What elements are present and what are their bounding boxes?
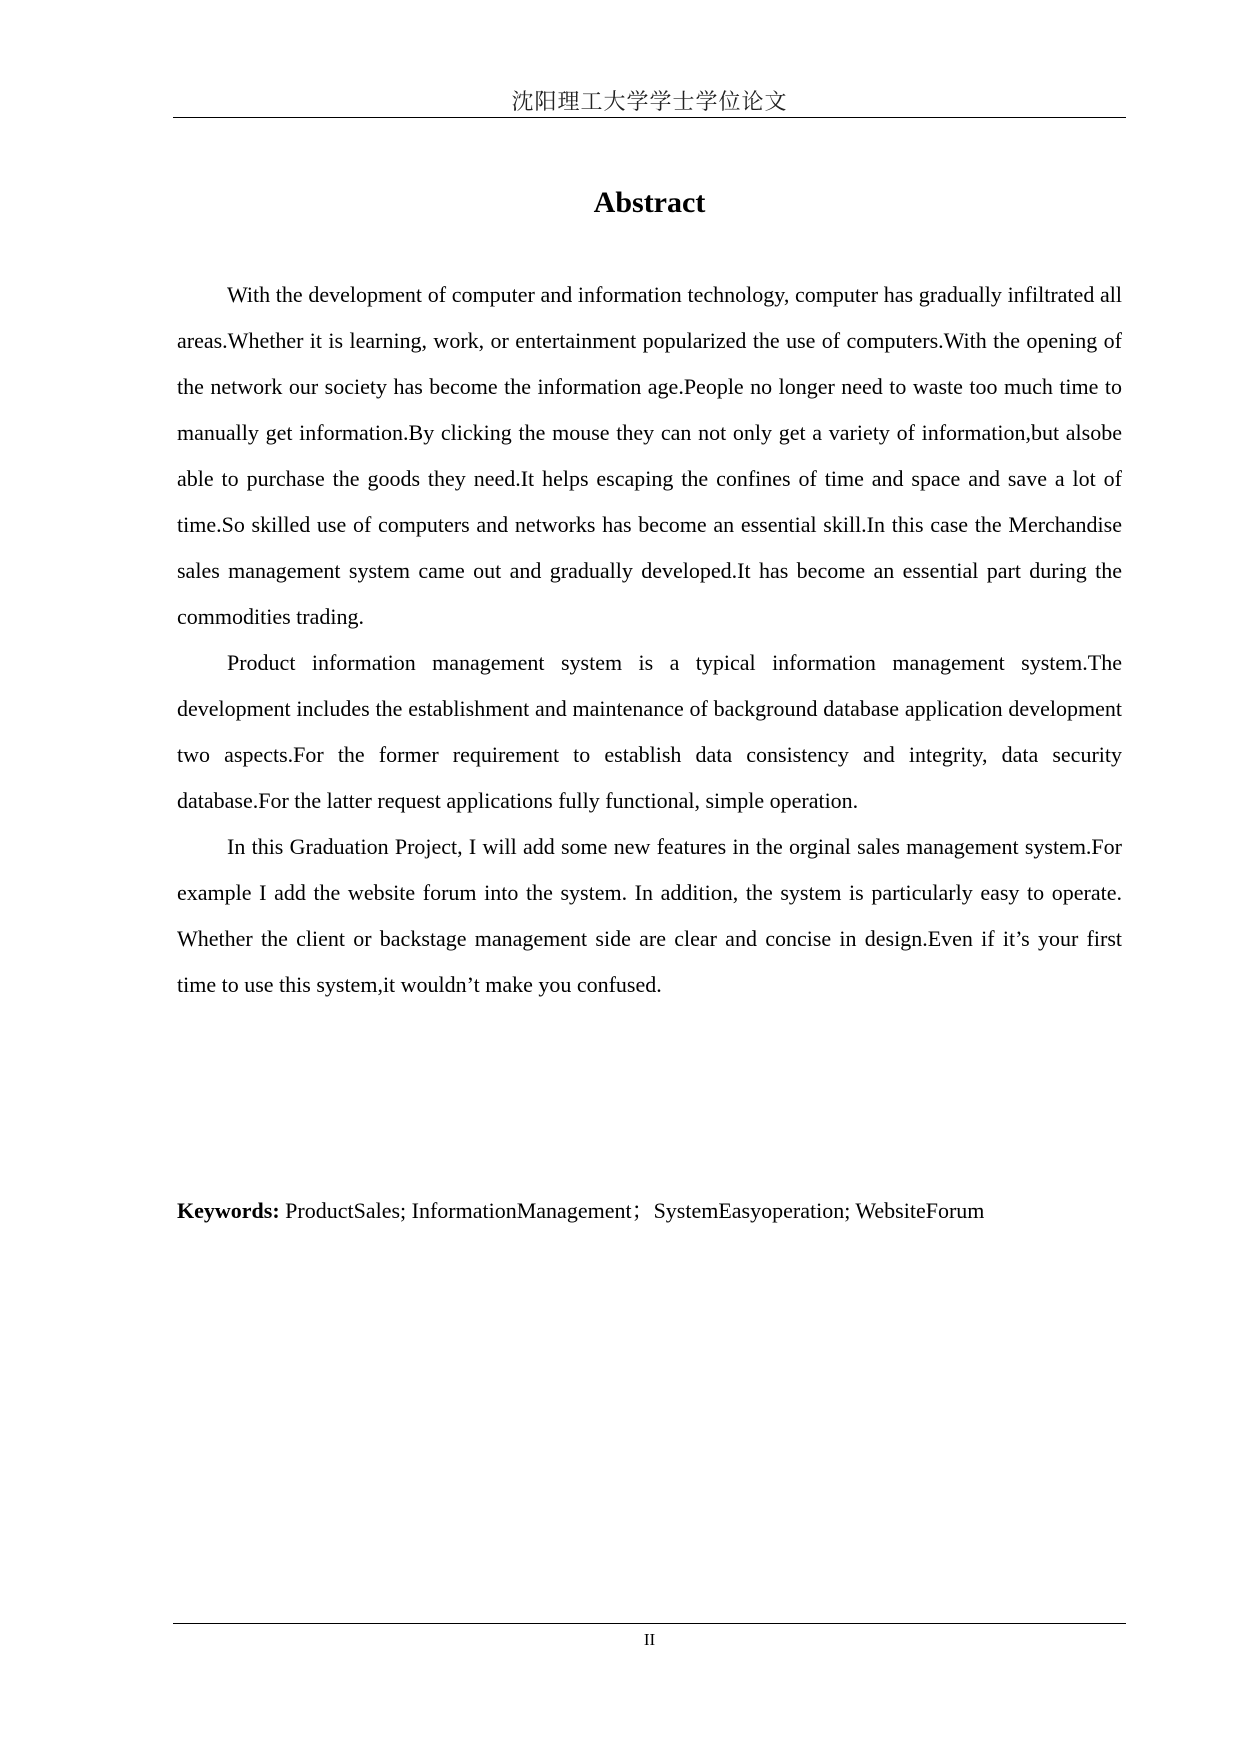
abstract-body — [177, 272, 1122, 1008]
header-divider — [173, 117, 1126, 118]
footer-divider — [173, 1623, 1126, 1624]
page-number: II — [643, 1630, 656, 1649]
abstract-paragraph-2: Product information management system is a typical information management system.The development includes the establishment and maintenance of background database application development two aspects.For the former requirement to establish data consistency and integrity, data security database.For the latter request applications fully functional, simple operation. — [177, 650, 1122, 813]
abstract-paragraph-3: In this Graduation Project, I will add some new features in the orginal sales management system.For example I add the website forum into the system. In addition, the system is particularly easy to operate. Whether the client or backstage management side are clear and concise in design.Even if it’s your first time to use this system,it wouldn’t make you confused. — [177, 834, 1122, 997]
keywords-label: Keywords: — [177, 1198, 280, 1223]
abstract-paragraph-1: With the development of computer and information technology, computer has gradually infiltrated all areas.Whether it is learning, work, or entertainment popularized the use of computers.With the opening of the network our society has become the information age.People no longer need to waste too much time to manually get information.By clicking the mouse they can not only get a variety of information,but alsobe able to purchase the goods they need.It helps escaping the confines of time and space and save a lot of time.So skilled use of computers and networks has become an essential skill.In this case the Merchandise sales management system came out and gradually developed.It has become an essential part during the commodities trading. — [177, 282, 1122, 629]
keywords-text: ProductSales; InformationManagement；SystemEasyoperation; WebsiteForum — [279, 1198, 985, 1223]
running-header: 沈阳理工大学学士学位论文 — [511, 89, 788, 114]
page-title: Abstract — [593, 186, 706, 219]
keywords-line — [177, 1194, 1122, 1228]
